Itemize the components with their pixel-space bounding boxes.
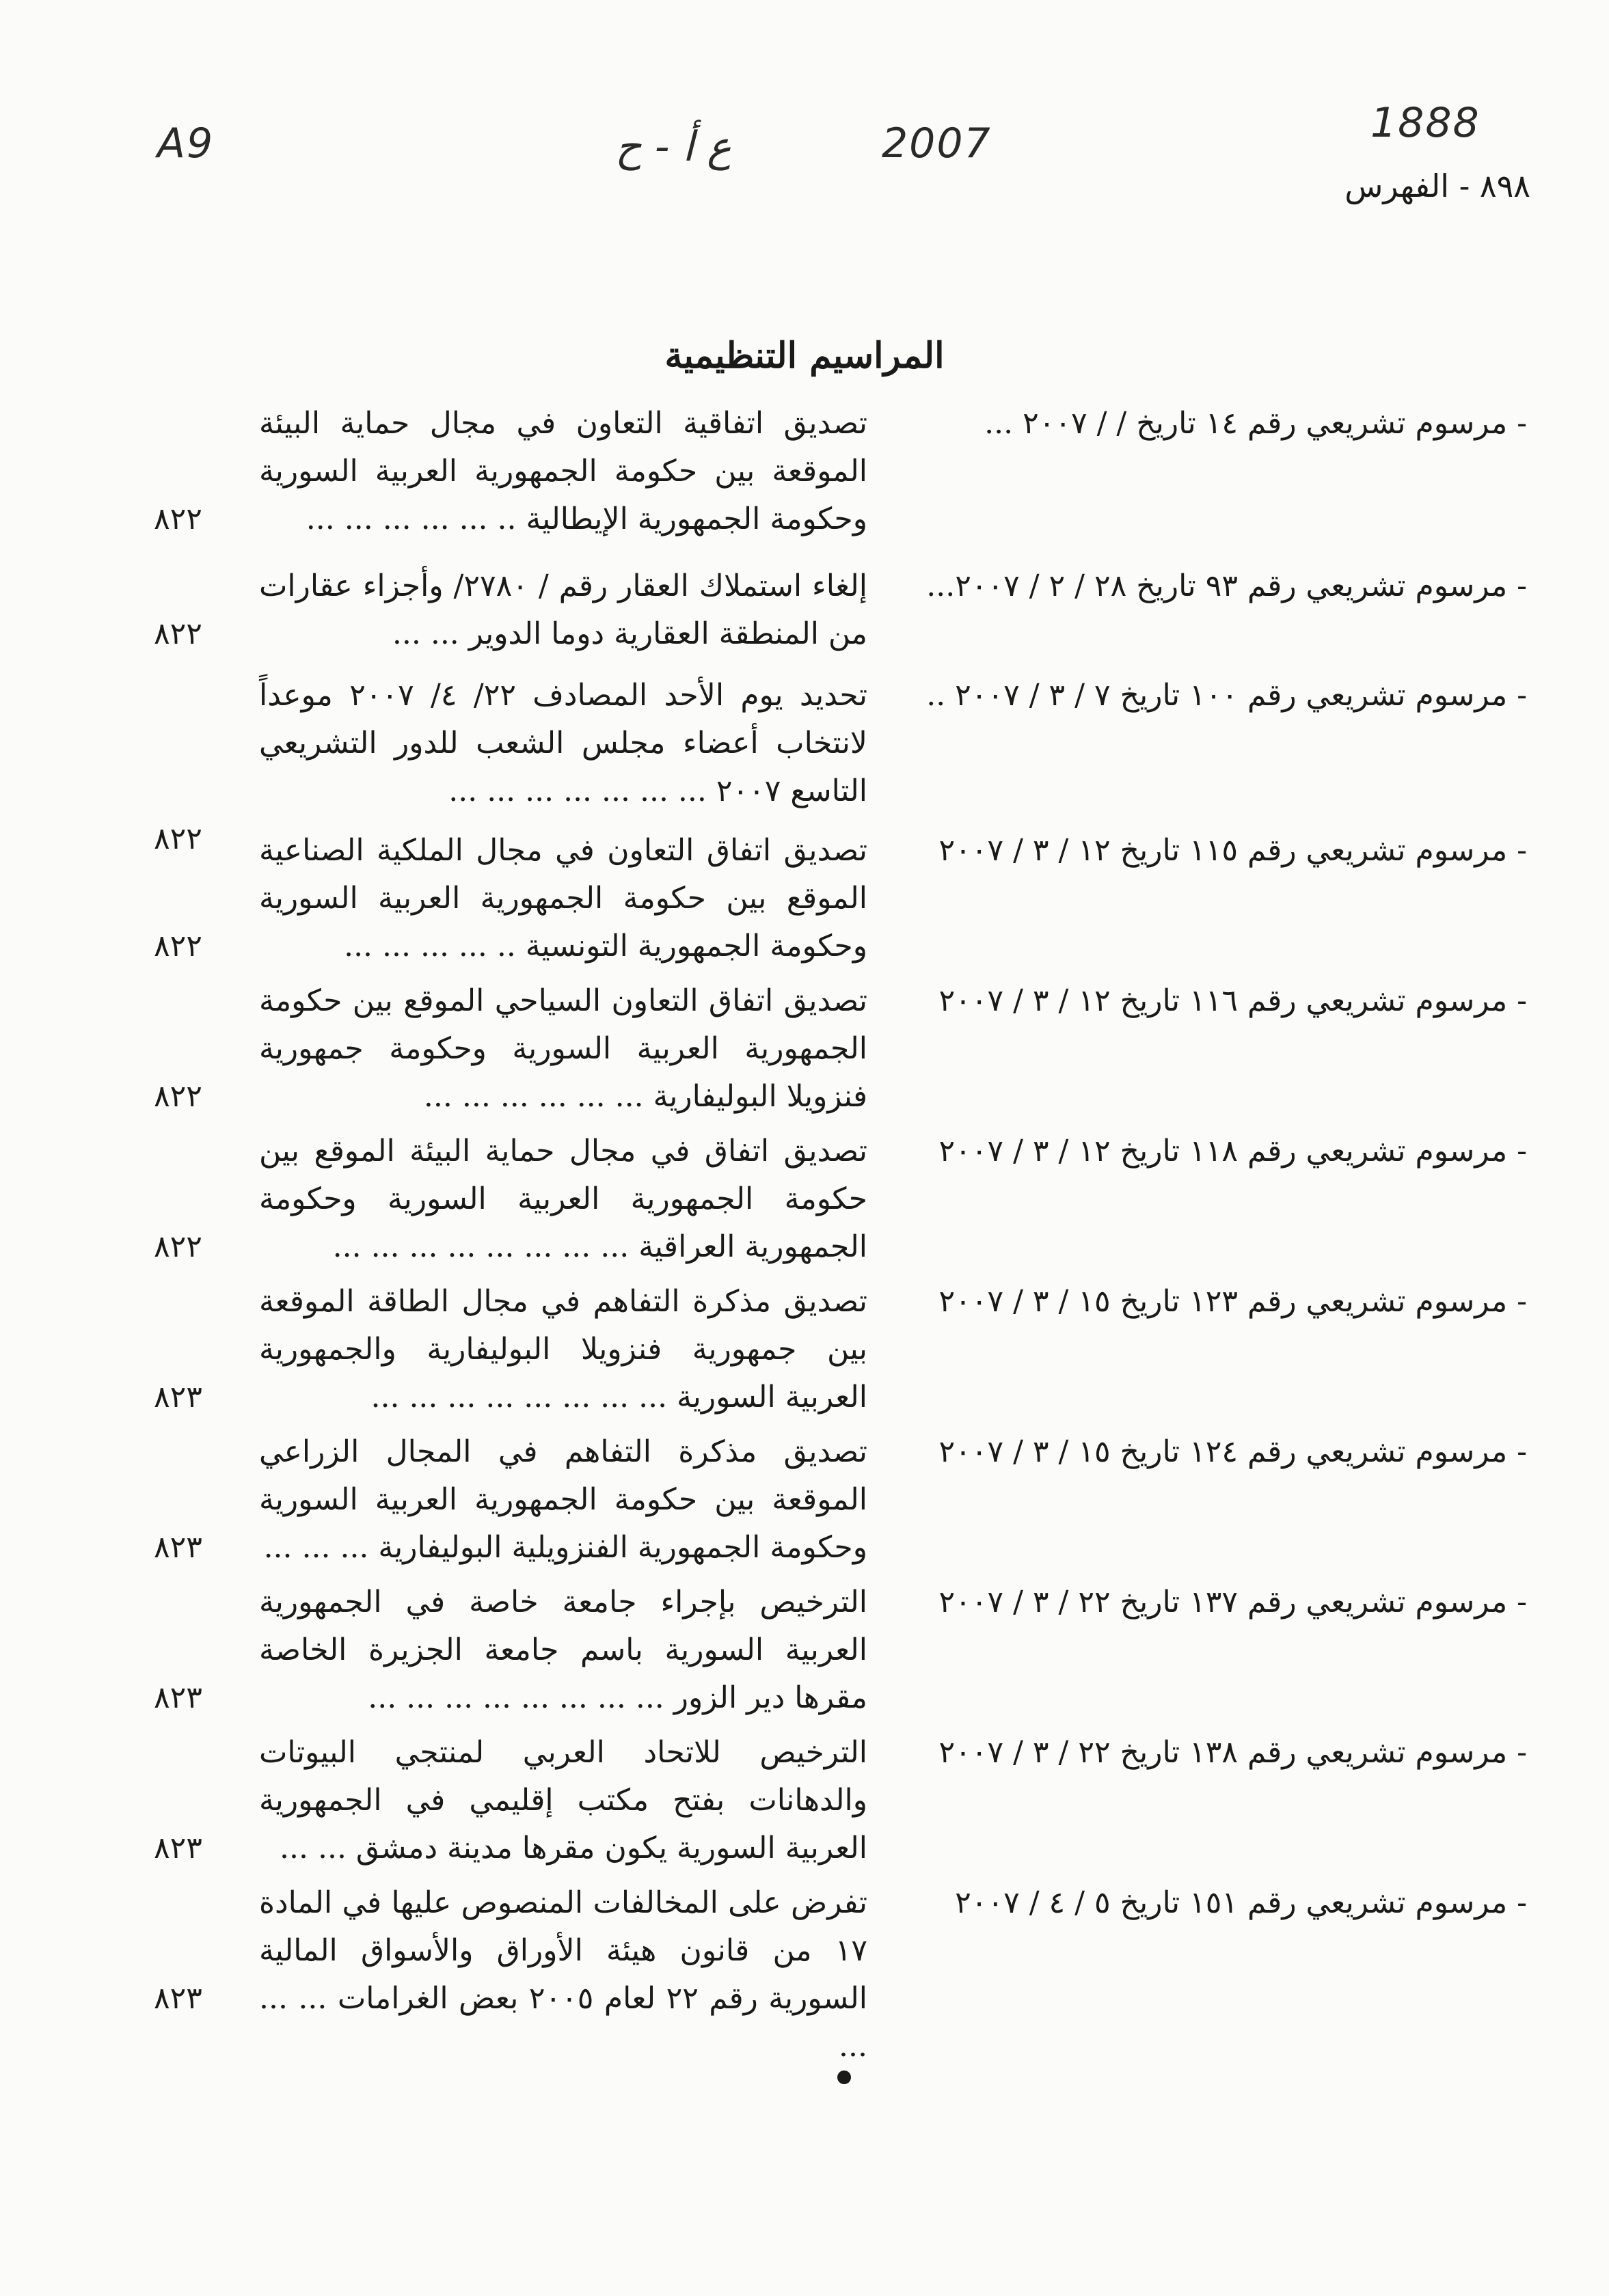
decree-reference: - مرسوم تشريعي رقم ١٢٣ تاريخ ١٥ / ٣ / ٢٠٠٧ [938, 1284, 1527, 1319]
handwritten-note-code: ع أ - ح [615, 123, 732, 171]
decree-subject: تصديق مذكرة التفاهم في مجال الطاقة الموقعة بين جمهورية فنزويلا البوليفارية والجمهورية العربية السورية ... ... ... ... ... ... ... ... [259, 1284, 867, 1414]
decree-reference: - مرسوم تشريعي رقم ١١٥ تاريخ ١٢ / ٣ / ٢٠٠٧ [938, 833, 1527, 868]
decree-reference: - مرسوم تشريعي رقم ١٣٨ تاريخ ٢٢ / ٣ / ٢٠٠٧ [938, 1735, 1527, 1770]
page-end-dot [837, 2070, 851, 2084]
decree-subject: تصديق اتفاقية التعاون في مجال حماية البيئة الموقعة بين حكومة الجمهورية العربية السورية وحكومة الجمهورية الإيطالية .. ... ... ... ... ... [259, 406, 867, 536]
page-number: ٨٢٣ [154, 1831, 202, 1866]
decree-reference: - مرسوم تشريعي رقم ١٢٤ تاريخ ١٥ / ٣ / ٢٠٠٧ [938, 1434, 1527, 1469]
decree-reference: - مرسوم تشريعي رقم ١٣٧ تاريخ ٢٢ / ٣ / ٢٠٠٧ [938, 1585, 1527, 1620]
page-number: ٨٢٢ [154, 502, 202, 536]
page-number: ٨٢٣ [154, 1380, 202, 1414]
handwritten-note-year: 2007 [882, 120, 992, 167]
decree-subject: تفرض على المخالفات المنصوص عليها في المادة ١٧ من قانون هيئة الأوراق والأسواق المالية السورية رقم ٢٢ لعام ٢٠٠٥ بعض الغرامات ... ... ... [259, 1885, 868, 2064]
page-number: ٨٢٣ [154, 1680, 202, 1715]
decree-reference: - مرسوم تشريعي رقم ٩٣ تاريخ ٢٨ / ٢ / ٢٠٠٧... [926, 569, 1527, 603]
decree-reference: - مرسوم تشريعي رقم ١٤ تاريخ / / ٢٠٠٧ ... [984, 406, 1527, 441]
decree-reference: - مرسوم تشريعي رقم ١٠٠ تاريخ ٧ / ٣ / ٢٠٠٧ .. [926, 678, 1527, 713]
decree-subject: تصديق مذكرة التفاهم في المجال الزراعي الموقعة بين حكومة الجمهورية العربية السورية وحكومة الجمهورية الفنزويلية البوليفارية ... ... ... [259, 1434, 867, 1565]
page-number: ٨٢٢ [154, 1229, 202, 1264]
page-number: ٨٢٢ [154, 821, 202, 856]
page-number: ٨٢٣ [154, 1981, 202, 2016]
page-number: ٨٢٢ [154, 1079, 202, 1114]
decree-subject: تصديق اتفاق التعاون السياحي الموقع بين حكومة الجمهورية العربية السورية وحكومة جمهورية فنزويلا البوليفارية ... ... ... ... ... ... [259, 983, 867, 1114]
decree-subject: إلغاء استملاك العقار رقم / ٢٧٨٠/ وأجزاء عقارات من المنطقة العقارية دوما الدوير ... ... [259, 569, 867, 651]
decree-reference: - مرسوم تشريعي رقم ١٥١ تاريخ ٥ / ٤ / ٢٠٠٧ [955, 1885, 1527, 1920]
decree-subject: تصديق اتفاق في مجال حماية البيئة الموقع بين حكومة الجمهورية العربية السورية وحكومة الجمهورية العراقية ... ... ... ... ... ... ... ... [259, 1134, 867, 1264]
decree-subject: الترخيص بإجراء جامعة خاصة في الجمهورية العربية السورية باسم جامعة الجزيرة الخاصة مقرها دير الزور ... ... ... ... ... ... ... ... [259, 1585, 867, 1715]
handwritten-note-right: 1888 [1370, 99, 1480, 147]
page-number: ٨٢٢ [154, 616, 202, 651]
decree-subject: تصديق اتفاق التعاون في مجال الملكية الصناعية الموقع بين حكومة الجمهورية العربية السورية وحكومة الجمهورية التونسية .. ... ... ... ... [259, 833, 867, 964]
decree-reference: - مرسوم تشريعي رقم ١١٦ تاريخ ١٢ / ٣ / ٢٠٠٧ [938, 983, 1527, 1018]
decree-index-list [0, 400, 1609, 2108]
handwritten-note-left: A9 [157, 120, 215, 167]
section-title: المراسيم التنظيمية [664, 335, 945, 377]
decree-subject: تحديد يوم الأحد المصادف ٢٢/ ٤/ ٢٠٠٧ موعداً لانتخاب أعضاء مجلس الشعب للدور التشريعي التاسع ٢٠٠٧ ... ... ... ... ... ... ... [259, 678, 868, 808]
page-number: ٨٢٢ [154, 929, 202, 964]
page-number: ٨٢٣ [154, 1530, 202, 1565]
running-head: ٨٩٨ - الفهرس [1344, 167, 1530, 204]
decree-reference: - مرسوم تشريعي رقم ١١٨ تاريخ ١٢ / ٣ / ٢٠٠٧ [938, 1134, 1527, 1168]
decree-subject: الترخيص للاتحاد العربي لمنتجي البيوتات والدهانات بفتح مكتب إقليمي في الجمهورية العربية السورية يكون مقرها مدينة دمشق ... ... [259, 1735, 867, 1866]
